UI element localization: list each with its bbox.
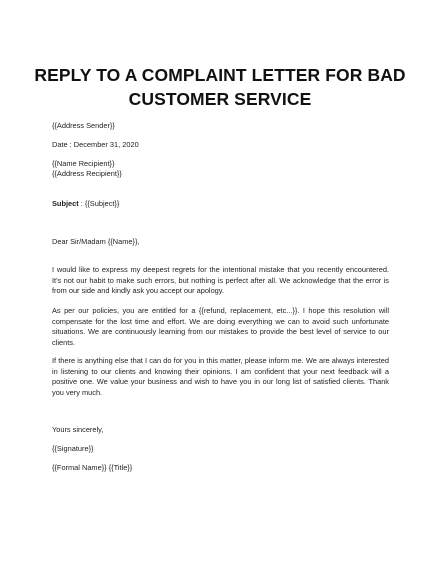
paragraph-apology: I would like to express my deepest regrets for the intentional mistake that you recently encountered. It's not our habit to make such errors, but nothing is perfect after all. We acknowledge that the error is from our side and kindly ask you accept our apology. <box>52 265 389 296</box>
paragraph-feedback: If there is anything else that I can do for you in this matter, please inform me. We are always interested in listening to our clients and knowing their opinions. I am confident that your next feedback will a positive one. We value your business and wish to have you in our long list of satisfied clients. Thank you very much. <box>52 356 389 397</box>
signature: {{Signature}} <box>52 444 94 453</box>
formal-name-title: {{Formal Name}} {{Title}} <box>52 463 133 472</box>
recipient-name: {{Name Recipient}} <box>52 159 115 168</box>
subject-line <box>52 199 119 209</box>
paragraph-resolution: As per our policies, you are entitled for a {{refund, replacement, etc...}}. I hope this resolution will compensate for the lost time and effort. We are doing everything we can to avoid such unfortunate situations. We are continuously learning from our mistakes to provide the best level of service to our clients. <box>52 306 389 347</box>
letter-title-line-1: REPLY TO A COMPLAINT LETTER FOR BAD <box>34 65 406 85</box>
subject-label: Subject <box>52 199 79 208</box>
closing: Yours sincerely, <box>52 425 104 434</box>
date-label: Date : <box>52 140 74 149</box>
subject-value: : {{Subject}} <box>78 199 120 208</box>
salutation: Dear Sir/Madam {{Name}}, <box>52 237 140 246</box>
date-line <box>52 140 139 150</box>
sender-address: {{Address Sender}} <box>52 121 115 130</box>
letter-title-line-2: CUSTOMER SERVICE <box>128 89 312 109</box>
recipient-address: {{Address Recipient}} <box>52 169 122 178</box>
date-value: December 31, 2020 <box>73 140 139 149</box>
